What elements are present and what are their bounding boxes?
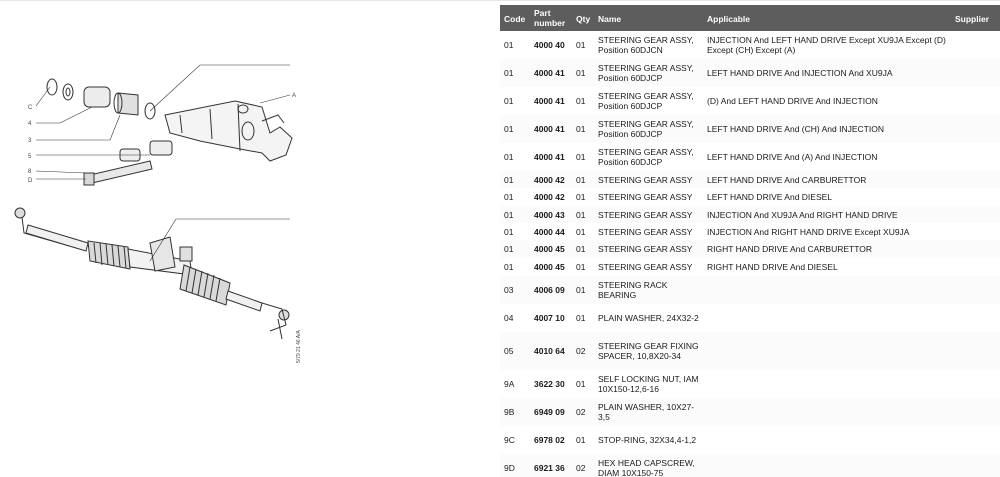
- row-qty: 01: [576, 192, 586, 202]
- row-code: 9A: [504, 379, 515, 389]
- table-body: [500, 31, 1000, 477]
- header-applicable: Applicable: [707, 14, 750, 24]
- row-qty: 01: [576, 313, 586, 323]
- callout-d: D: [28, 178, 33, 184]
- table-row[interactable]: [500, 171, 1000, 188]
- callout-c: C: [28, 105, 33, 111]
- row-code: 04: [504, 313, 514, 323]
- row-qty: 01: [576, 124, 586, 134]
- row-name: STEERING GEAR ASSY, Position 60DJCP: [598, 63, 694, 83]
- row-part-number: 6921 36: [534, 463, 565, 473]
- row-applicable: RIGHT HAND DRIVE And DIESEL: [707, 262, 838, 272]
- row-applicable: LEFT HAND DRIVE And (CH) And INJECTION: [707, 124, 884, 134]
- header-qty: Qty: [576, 14, 591, 24]
- row-name: STEERING RACK BEARING: [598, 280, 668, 300]
- row-applicable: (D) And LEFT HAND DRIVE And INJECTION: [707, 96, 878, 106]
- row-name: HEX HEAD CAPSCREW, DIAM 10X150-75: [598, 458, 695, 477]
- row-name: STEERING GEAR ASSY: [598, 174, 693, 185]
- row-qty: 01: [576, 379, 586, 389]
- diagram-margin-text: 5/79 21 46 A/A: [296, 330, 302, 363]
- row-applicable: LEFT HAND DRIVE And (A) And INJECTION: [707, 152, 878, 162]
- row-applicable: LEFT HAND DRIVE And DIESEL: [707, 192, 833, 202]
- table-row[interactable]: [500, 223, 1000, 240]
- callout-5: 5: [28, 154, 32, 160]
- exploded-diagram: [0, 3, 497, 477]
- row-part-number: 4000 45: [534, 244, 565, 254]
- row-name: STEERING GEAR ASSY, Position 60DJCP: [598, 147, 694, 167]
- row-applicable: RIGHT HAND DRIVE And CARBURETTOR: [707, 244, 872, 254]
- row-code: 01: [504, 226, 514, 237]
- row-code: 01: [504, 40, 514, 50]
- row-name: STEERING GEAR ASSY, Position 60DJCP: [598, 119, 694, 139]
- row-part-number: 4000 41: [534, 124, 565, 134]
- row-qty: 01: [576, 152, 586, 162]
- table-row[interactable]: [500, 276, 1000, 304]
- row-part-number: 4000 44: [534, 226, 565, 237]
- row-applicable: INJECTION And LEFT HAND DRIVE Except XU9JA Except (D) Except (CH) Except (A): [707, 35, 946, 55]
- table-row[interactable]: [500, 240, 1000, 258]
- row-qty: 02: [576, 463, 586, 473]
- row-name: PLAIN WASHER, 24X32-2: [598, 313, 699, 323]
- table-row[interactable]: [500, 115, 1000, 143]
- row-code: 03: [504, 285, 514, 295]
- row-part-number: 4000 41: [534, 96, 565, 106]
- header-supplier: Supplier: [955, 14, 990, 24]
- row-part-number: 4006 09: [534, 285, 565, 295]
- header-part-number: Part number: [534, 8, 566, 28]
- header-name: Name: [598, 14, 622, 24]
- row-part-number: 4010 64: [534, 346, 565, 356]
- row-qty: 01: [576, 226, 586, 237]
- row-qty: 01: [576, 262, 586, 272]
- row-applicable: LEFT HAND DRIVE And INJECTION And XU9JA: [707, 68, 893, 78]
- table-row[interactable]: [500, 304, 1000, 332]
- row-qty: 01: [576, 244, 586, 254]
- table-row[interactable]: [500, 258, 1000, 276]
- table-row[interactable]: [500, 426, 1000, 454]
- callout-a: A: [292, 93, 297, 99]
- row-name: STEERING GEAR ASSY: [598, 262, 693, 272]
- row-qty: 01: [576, 209, 586, 220]
- row-code: 01: [504, 152, 514, 162]
- table-row[interactable]: [500, 143, 1000, 171]
- header-code: Code: [504, 14, 526, 24]
- callout-3: 3: [28, 138, 32, 144]
- row-code: 9D: [504, 463, 515, 473]
- row-code: 01: [504, 96, 514, 106]
- row-code: 9C: [504, 435, 515, 445]
- row-part-number: 3622 30: [534, 379, 565, 389]
- row-applicable: INJECTION And XU9JA And RIGHT HAND DRIVE: [707, 209, 898, 220]
- row-name: STEERING GEAR FIXING SPACER, 10,8X20-34: [598, 341, 699, 361]
- row-part-number: 4000 40: [534, 40, 565, 50]
- row-qty: 02: [576, 346, 586, 356]
- row-part-number: 4000 42: [534, 174, 565, 185]
- row-qty: 02: [576, 407, 586, 417]
- row-part-number: 4000 41: [534, 68, 565, 78]
- row-qty: 01: [576, 435, 586, 445]
- row-name: SELF LOCKING NUT, IAM 10X150-12,6-16: [598, 374, 699, 394]
- row-applicable: LEFT HAND DRIVE And CARBURETTOR: [707, 174, 867, 185]
- row-name: STEERING GEAR ASSY: [598, 226, 693, 237]
- row-code: 01: [504, 192, 514, 202]
- row-part-number: 4000 42: [534, 192, 565, 202]
- callout-8: 8: [28, 169, 32, 175]
- row-qty: 01: [576, 174, 586, 185]
- row-code: 9B: [504, 407, 515, 417]
- row-code: 01: [504, 244, 514, 254]
- row-code: 01: [504, 174, 514, 185]
- row-qty: 01: [576, 96, 586, 106]
- row-code: 01: [504, 209, 514, 220]
- row-name: STEERING GEAR ASSY: [598, 192, 693, 202]
- parts-table: [500, 5, 1000, 477]
- table-row[interactable]: [500, 332, 1000, 370]
- table-row[interactable]: [500, 31, 1000, 59]
- row-name: STEERING GEAR ASSY: [598, 209, 693, 220]
- row-part-number: 6949 09: [534, 407, 565, 417]
- row-part-number: 4000 41: [534, 152, 565, 162]
- row-applicable: INJECTION And RIGHT HAND DRIVE Except XU9JA: [707, 226, 910, 237]
- row-qty: 01: [576, 68, 586, 78]
- row-code: 01: [504, 124, 514, 134]
- row-code: 01: [504, 262, 514, 272]
- row-part-number: 4007 10: [534, 313, 565, 323]
- row-name: STEERING GEAR ASSY: [598, 244, 693, 254]
- row-name: STEERING GEAR ASSY, Position 60DJCP: [598, 91, 694, 111]
- row-part-number: 4000 45: [534, 262, 565, 272]
- row-code: 05: [504, 346, 514, 356]
- row-qty: 01: [576, 285, 586, 295]
- top-divider: [0, 0, 1000, 1]
- table-row[interactable]: [500, 188, 1000, 206]
- row-name: PLAIN WASHER, 10X27-3,5: [598, 402, 695, 422]
- table-row[interactable]: [500, 87, 1000, 115]
- table-row[interactable]: [500, 454, 1000, 477]
- row-name: STEERING GEAR ASSY, Position 60DJCN: [598, 35, 694, 55]
- table-row[interactable]: [500, 370, 1000, 398]
- row-qty: 01: [576, 40, 586, 50]
- table-row[interactable]: [500, 206, 1000, 223]
- row-part-number: 4000 43: [534, 209, 565, 220]
- row-code: 01: [504, 68, 514, 78]
- steering-gear-drawing: [0, 3, 497, 477]
- table-row[interactable]: [500, 398, 1000, 426]
- row-name: STOP-RING, 32X34,4-1,2: [598, 435, 697, 445]
- row-part-number: 6978 02: [534, 435, 565, 445]
- table-row[interactable]: [500, 59, 1000, 87]
- callout-4: 4: [28, 121, 32, 127]
- table-header: [500, 5, 1000, 31]
